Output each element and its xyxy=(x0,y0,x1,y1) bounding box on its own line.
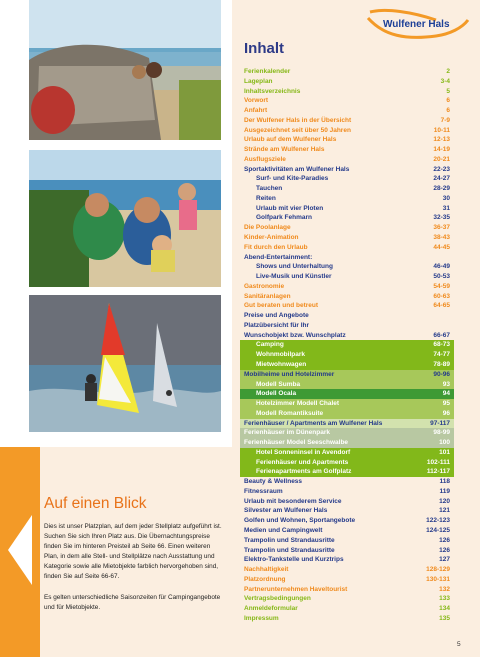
toc-entry-page: 97-117 xyxy=(430,419,450,427)
toc-entry[interactable] xyxy=(240,243,454,253)
toc-entry[interactable] xyxy=(240,272,454,282)
toc-entry-label: Sportaktivitäten am Wulfener Hals xyxy=(244,165,350,173)
toc-entry-page: 135 xyxy=(439,614,450,622)
toc-entry-page: 96 xyxy=(442,409,450,417)
toc-entry-page: 90-96 xyxy=(433,370,450,378)
overview-text xyxy=(44,522,222,623)
toc-entry-label: Ferienhäuser / Apartments am Wulfener Hals xyxy=(244,419,383,427)
toc-entry[interactable] xyxy=(240,428,454,438)
toc-entry-label: Modell Sumba xyxy=(256,380,301,388)
toc-entry-label: Mobilheime und Hotelzimmer xyxy=(244,370,335,378)
toc-entry[interactable] xyxy=(240,174,454,184)
toc-entry-label: Camping xyxy=(256,341,284,349)
toc-entry-page: 102-111 xyxy=(426,458,450,466)
toc-entry-label: Live-Musik und Künstler xyxy=(256,273,332,281)
toc-entry-page: 78-89 xyxy=(433,360,450,368)
toc-entry-label: Ferienhäuser und Apartments xyxy=(256,458,349,466)
toc-entry-label: Ferienhäuser Model Seeschwalbe xyxy=(244,439,349,447)
toc-entry[interactable] xyxy=(240,204,454,214)
toc-entry-label: Der Wulfener Hals in der Übersicht xyxy=(244,116,352,124)
toc-entry-page: 126 xyxy=(439,536,450,544)
toc-entry-page: 6 xyxy=(446,107,450,115)
toc-entry-page: 24-27 xyxy=(433,175,450,183)
toc-entry[interactable] xyxy=(240,213,454,223)
toc-entry[interactable] xyxy=(240,594,454,604)
toc-entry-label: Ferienapartments am Golfplatz xyxy=(256,468,352,476)
toc-entry-label: Abend-Entertainment: xyxy=(244,253,313,261)
toc-entry-page: 134 xyxy=(439,605,450,613)
toc-entry[interactable] xyxy=(240,282,454,292)
toc-entry-label: Golfpark Fehmarn xyxy=(256,214,312,222)
toc-entry-page: 98-99 xyxy=(433,429,450,437)
toc-entry[interactable] xyxy=(240,87,454,97)
toc-entry[interactable] xyxy=(240,467,454,477)
toc-entry-label: Die Poolanlage xyxy=(244,224,291,232)
toc-entry-label: Strände am Wulfener Hals xyxy=(244,146,325,154)
toc-entry-label: Beauty & Wellness xyxy=(244,478,303,486)
toc-entry-page: 20-21 xyxy=(433,155,450,163)
toc-entry[interactable] xyxy=(240,458,454,468)
toc-entry-label: Urlaub mit besonderem Service xyxy=(244,497,342,505)
toc-entry-label: Hotel Sonneninsel in Avendorf xyxy=(256,448,351,456)
toc-entry-label: Gut beraten und betreut xyxy=(244,302,319,310)
toc-entry-page: 2 xyxy=(446,68,450,75)
toc-entry[interactable] xyxy=(240,106,454,116)
toc-entry-label: Ausgezeichnet seit über 50 Jahren xyxy=(244,126,351,134)
arrow-left-icon xyxy=(8,515,32,585)
toc-entry-label: Surf- und Kite-Paradies xyxy=(256,175,329,183)
toc-entry-label: Kinder-Animation xyxy=(244,234,299,242)
toc-entry-label: Sanitäranlagen xyxy=(244,292,291,300)
toc-entry-label: Reiten xyxy=(256,194,276,202)
toc-entry-label: Partnerunternehmen Haveltourist xyxy=(244,585,348,593)
toc-entry[interactable] xyxy=(240,516,454,526)
toc-entry[interactable] xyxy=(240,477,454,487)
toc-entry-label: Trampolin und Strandausritte xyxy=(244,536,335,544)
toc-entry[interactable] xyxy=(240,448,454,458)
toc-entry[interactable] xyxy=(240,262,454,272)
toc-entry[interactable] xyxy=(240,126,454,136)
toc-entry-page: 38-43 xyxy=(433,234,450,242)
toc-entry-label: Ferienhäuser im Dünenpark xyxy=(244,429,330,437)
toc-entry-label: Tauchen xyxy=(256,185,283,193)
toc-entry-page: 74-77 xyxy=(433,351,450,359)
toc-entry[interactable] xyxy=(240,506,454,516)
toc-entry-page: 22-23 xyxy=(433,165,450,173)
toc-entry[interactable] xyxy=(240,555,454,565)
toc-entry-page: 64-65 xyxy=(433,302,450,310)
toc-entry-label: Shows und Unterhaltung xyxy=(256,263,333,271)
toc-entry-page: 68-73 xyxy=(433,341,450,349)
toc-entry[interactable] xyxy=(240,360,454,370)
toc-entry[interactable] xyxy=(240,301,454,311)
toc-entry-page: 118 xyxy=(439,478,450,486)
overview-paragraph: Dies ist unser Platzplan, auf dem jeder Stellplatz aufgeführt ist. Suchen Sie sich Ihren Platz aus. Die Übernachtungspreise finden Sie im hinteren Preisteil ab Seite 66. Einen weiteren Plan, in dem alle Stell- und Stellplätze nach Ausstattung und Kategorie sowie alle Mietobjekte farblich hervorgehoben sind, finden Sie auf Seite 66-67. xyxy=(44,523,222,581)
toc-entry-page: 127 xyxy=(439,556,450,564)
toc-entry[interactable] xyxy=(240,409,454,419)
toc-entry[interactable] xyxy=(240,575,454,585)
toc-entry-label: Ausflugsziele xyxy=(244,155,286,163)
toc-entry[interactable] xyxy=(240,546,454,556)
toc-entry-label: Wohnmobilpark xyxy=(256,351,305,359)
toc-entry-label: Gastronomie xyxy=(244,282,285,290)
overview-title: Auf einen Blick xyxy=(44,495,147,512)
toc-entry-label: Ferienkalender xyxy=(244,68,291,75)
toc-entry-label: Urlaub mit vier Ploten xyxy=(256,204,324,212)
table-of-contents xyxy=(240,67,454,624)
toc-entry-label: Lageplan xyxy=(244,77,273,85)
toc-entry-page: 30 xyxy=(442,194,450,202)
toc-entry-label: Platzordnung xyxy=(244,575,286,583)
toc-entry[interactable] xyxy=(240,604,454,614)
toc-entry-label: Medien und Campingwelt xyxy=(244,526,323,534)
toc-entry-page: 28-29 xyxy=(433,185,450,193)
toc-entry[interactable] xyxy=(240,526,454,536)
toc-entry-page: 14-19 xyxy=(433,146,450,154)
toc-entry[interactable] xyxy=(240,536,454,546)
toc-entry[interactable] xyxy=(240,331,454,341)
toc-entry-page: 10-11 xyxy=(433,126,450,134)
toc-entry-page: 119 xyxy=(439,487,450,495)
toc-entry[interactable] xyxy=(240,135,454,145)
toc-entry-label: Mietwohnwagen xyxy=(256,360,307,368)
toc-entry-page: 132 xyxy=(439,585,450,593)
toc-entry-page: 128-129 xyxy=(426,566,450,574)
toc-entry-label: Urlaub auf dem Wulfener Hals xyxy=(244,136,337,144)
toc-entry-page: 94 xyxy=(442,390,450,398)
toc-entry[interactable] xyxy=(240,321,454,331)
toc-entry-label: Modell Romantiksuite xyxy=(256,409,324,417)
toc-entry-page: 36-37 xyxy=(433,224,450,232)
photo-beach-basket xyxy=(29,0,221,140)
toc-entry-label: Golfen und Wohnen, Sportangebote xyxy=(244,517,356,525)
toc-entry-label: Platzübersicht für Ihr xyxy=(244,321,310,329)
toc-entry[interactable] xyxy=(240,233,454,243)
toc-entry-label: Modell Ocala xyxy=(256,390,297,398)
toc-entry[interactable] xyxy=(240,350,454,360)
toc-entry-label: Preise und Angebote xyxy=(244,312,309,320)
toc-entry[interactable] xyxy=(240,565,454,575)
toc-entry[interactable] xyxy=(240,497,454,507)
toc-entry-page: 44-45 xyxy=(433,243,450,251)
toc-entry[interactable] xyxy=(240,292,454,302)
toc-entry[interactable] xyxy=(240,253,454,263)
toc-entry[interactable] xyxy=(240,155,454,165)
toc-entry[interactable] xyxy=(240,487,454,497)
toc-entry[interactable] xyxy=(240,438,454,448)
toc-entry-page: 12-13 xyxy=(433,136,450,144)
toc-entry-page: 32-35 xyxy=(433,214,450,222)
toc-entry[interactable] xyxy=(240,585,454,595)
toc-entry[interactable] xyxy=(240,380,454,390)
logo-text: Wulfener Hals xyxy=(383,19,450,30)
toc-entry-page: 50-53 xyxy=(433,273,450,281)
photo-family-beach xyxy=(29,150,221,287)
toc-entry-page: 121 xyxy=(439,507,450,515)
toc-entry-page: 124-125 xyxy=(426,526,450,534)
overview-paragraph: Es gelten unterschiedliche Saisonzeiten für Campingangebote und für Mietobjekte. xyxy=(44,593,221,611)
toc-entry-label: Trampolin und Strandausritte xyxy=(244,546,335,554)
toc-entry-label: Nachhaltigkeit xyxy=(244,566,289,574)
toc-entry-page: 7-9 xyxy=(440,116,450,124)
toc-entry-label: Elektro-Tankstelle und Kurztrips xyxy=(244,556,344,564)
toc-entry-page: 60-63 xyxy=(433,292,450,300)
toc-entry[interactable] xyxy=(240,340,454,350)
toc-entry-label: Vorwort xyxy=(244,97,269,105)
toc-entry-page: 122-123 xyxy=(426,517,450,525)
toc-entry-page: 5 xyxy=(446,87,450,95)
toc-entry-page: 101 xyxy=(439,448,450,456)
toc-entry[interactable] xyxy=(240,184,454,194)
toc-entry[interactable] xyxy=(240,311,454,321)
toc-entry-page: 3-4 xyxy=(440,77,450,85)
toc-entry-page: 46-49 xyxy=(433,263,450,271)
toc-entry-page: 100 xyxy=(439,439,450,447)
toc-entry-page: 66-67 xyxy=(433,331,450,339)
toc-entry-page: 112-117 xyxy=(426,468,450,476)
toc-entry-page: 126 xyxy=(439,546,450,554)
toc-entry[interactable] xyxy=(240,223,454,233)
toc-entry-page: 133 xyxy=(439,595,450,603)
toc-entry-page: 6 xyxy=(446,97,450,105)
toc-entry[interactable] xyxy=(240,370,454,380)
toc-entry-label: Impressum xyxy=(244,614,279,622)
page-number: 5 xyxy=(457,641,461,648)
toc-entry[interactable] xyxy=(240,165,454,175)
toc-entry[interactable] xyxy=(240,96,454,106)
toc-entry-page: 93 xyxy=(442,380,450,388)
toc-entry[interactable] xyxy=(240,614,454,624)
toc-entry[interactable] xyxy=(240,77,454,87)
toc-entry-page: 130-131 xyxy=(426,575,450,583)
toc-entry-label: Anfahrt xyxy=(244,107,268,115)
toc-entry-page: 31 xyxy=(442,204,450,212)
toc-entry-label: Fitnessraum xyxy=(244,487,283,495)
toc-entry-label: Inhaltsverzeichnis xyxy=(244,87,301,95)
toc-entry-label: Fit durch den Urlaub xyxy=(244,243,308,251)
toc-entry[interactable] xyxy=(240,116,454,126)
toc-entry[interactable] xyxy=(240,67,454,77)
toc-entry-page: 95 xyxy=(442,400,450,408)
toc-entry[interactable] xyxy=(240,145,454,155)
toc-entry-label: Hotelzimmer Modell Chalet xyxy=(256,400,340,408)
page-title: Inhalt xyxy=(244,40,284,57)
toc-entry[interactable] xyxy=(240,399,454,409)
toc-entry-page: 54-59 xyxy=(433,282,450,290)
toc-entry[interactable] xyxy=(240,419,454,429)
toc-entry[interactable] xyxy=(240,194,454,204)
toc-entry[interactable] xyxy=(240,389,454,399)
toc-entry-label: Silvester am Wulfener Hals xyxy=(244,507,328,515)
toc-entry-label: Anmeldeformular xyxy=(244,605,298,613)
photo-windsurfing xyxy=(29,295,221,432)
toc-entry-label: Wunschobjekt bzw. Wunschplatz xyxy=(244,331,346,339)
toc-entry-page: 120 xyxy=(439,497,450,505)
toc-entry-label: Vertragsbedingungen xyxy=(244,595,311,603)
